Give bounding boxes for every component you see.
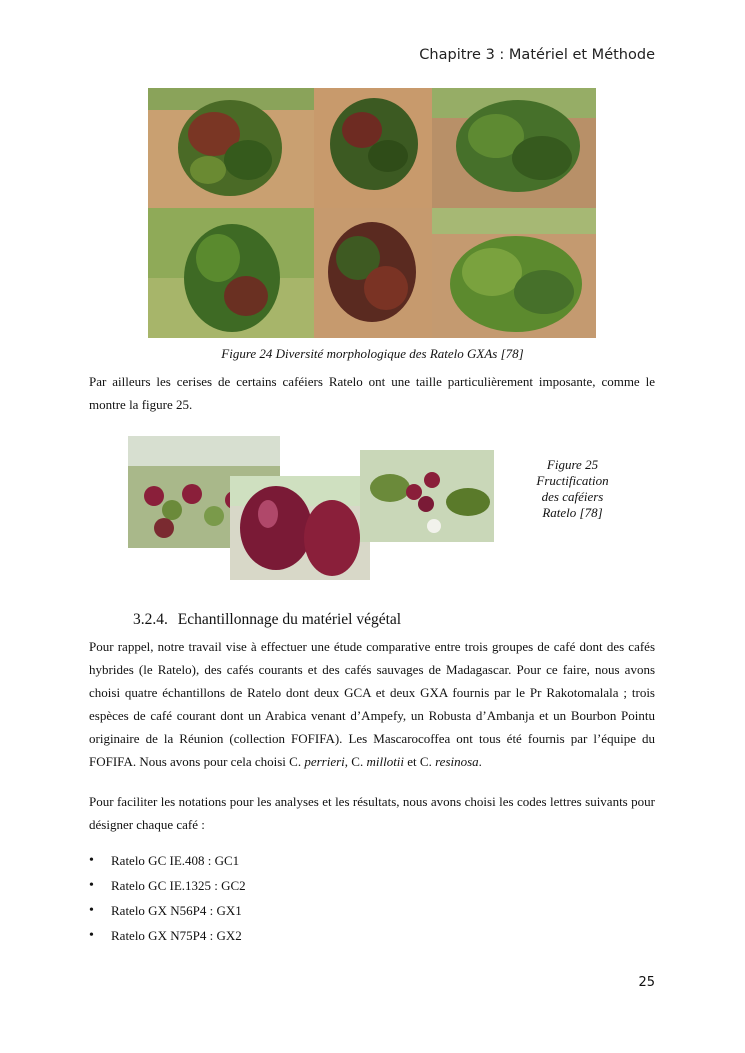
section-number: 3.2.4. <box>133 611 168 628</box>
paragraph-1: Par ailleurs les cerises de certains caféiers Ratelo ont une taille particulièrement imposante, comme le montre la figure 25. <box>89 374 655 412</box>
figure-25-caption-line: Fructification <box>536 473 609 488</box>
species-perrieri: perrieri <box>304 754 345 769</box>
species-millotii: millotii <box>366 754 405 769</box>
paragraph-2-text: Pour rappel, notre travail vise à effectuer une étude comparative entre trois groupes de café dont des cafés hybrides (le Ratelo), des cafés courants et des cafés sauvages de Madagascar. Pour ce faire, nous avons choisi quatre échantillons de Ratelo dont deux GCA et deux GXA fournis par le Pr Rakotomalala ; trois espèces de café courant dont un Arabica venant d’Ampefy, un Robusta d’Ambanja et un Bourbon Pointu originaire de la Réunion (collection FOFIFA). Les Mascarocoffea ont tous été fournis par l’équipe du FOFIFA. Nous avons pour cela choisi C. <box>89 639 655 769</box>
section-heading <box>133 611 401 629</box>
sentence-end: . <box>478 754 482 769</box>
figure-25-caption <box>525 457 620 521</box>
photo-tile-6 <box>432 208 596 338</box>
paragraph-2 <box>89 635 655 773</box>
separator: et C. <box>404 754 436 769</box>
figure-25-caption-line: Figure 25 <box>546 457 599 472</box>
figure-25-photo-collage <box>128 436 494 580</box>
section-title: Echantillonnage du matériel végétal <box>177 611 402 628</box>
list-item: • Ratelo GX N56P4 : GX1 <box>89 898 246 923</box>
figure-24-photo-grid <box>148 88 596 338</box>
list-item: • Ratelo GX N75P4 : GX2 <box>89 923 246 948</box>
species-resinosa: resinosa <box>435 754 479 769</box>
page-number: 25 <box>638 975 655 990</box>
figure-24-caption: Figure 24 Diversité morphologique des Ratelo GXAs [78] <box>221 346 524 361</box>
code-list <box>89 848 246 948</box>
list-item: • Ratelo GC IE.1325 : GC2 <box>89 873 246 898</box>
chapter-header: Chapitre 3 : Matériel et Méthode <box>419 47 655 63</box>
figure-25-caption-line: des caféiers <box>541 489 604 504</box>
photo-tile-4 <box>148 208 314 338</box>
photo-tile-3 <box>432 88 596 208</box>
figure-25-caption-line: Ratelo [78] <box>542 505 603 520</box>
paragraph-3: Pour faciliter les notations pour les analyses et les résultats, nous avons choisi les codes lettres suivants pour désigner chaque café : <box>89 794 655 832</box>
photo-tile-2 <box>314 88 432 208</box>
separator: , C. <box>344 754 367 769</box>
photo-tile-5 <box>314 208 432 338</box>
list-item: • Ratelo GC IE.408 : GC1 <box>89 848 246 873</box>
photo-tile-1 <box>148 88 314 208</box>
